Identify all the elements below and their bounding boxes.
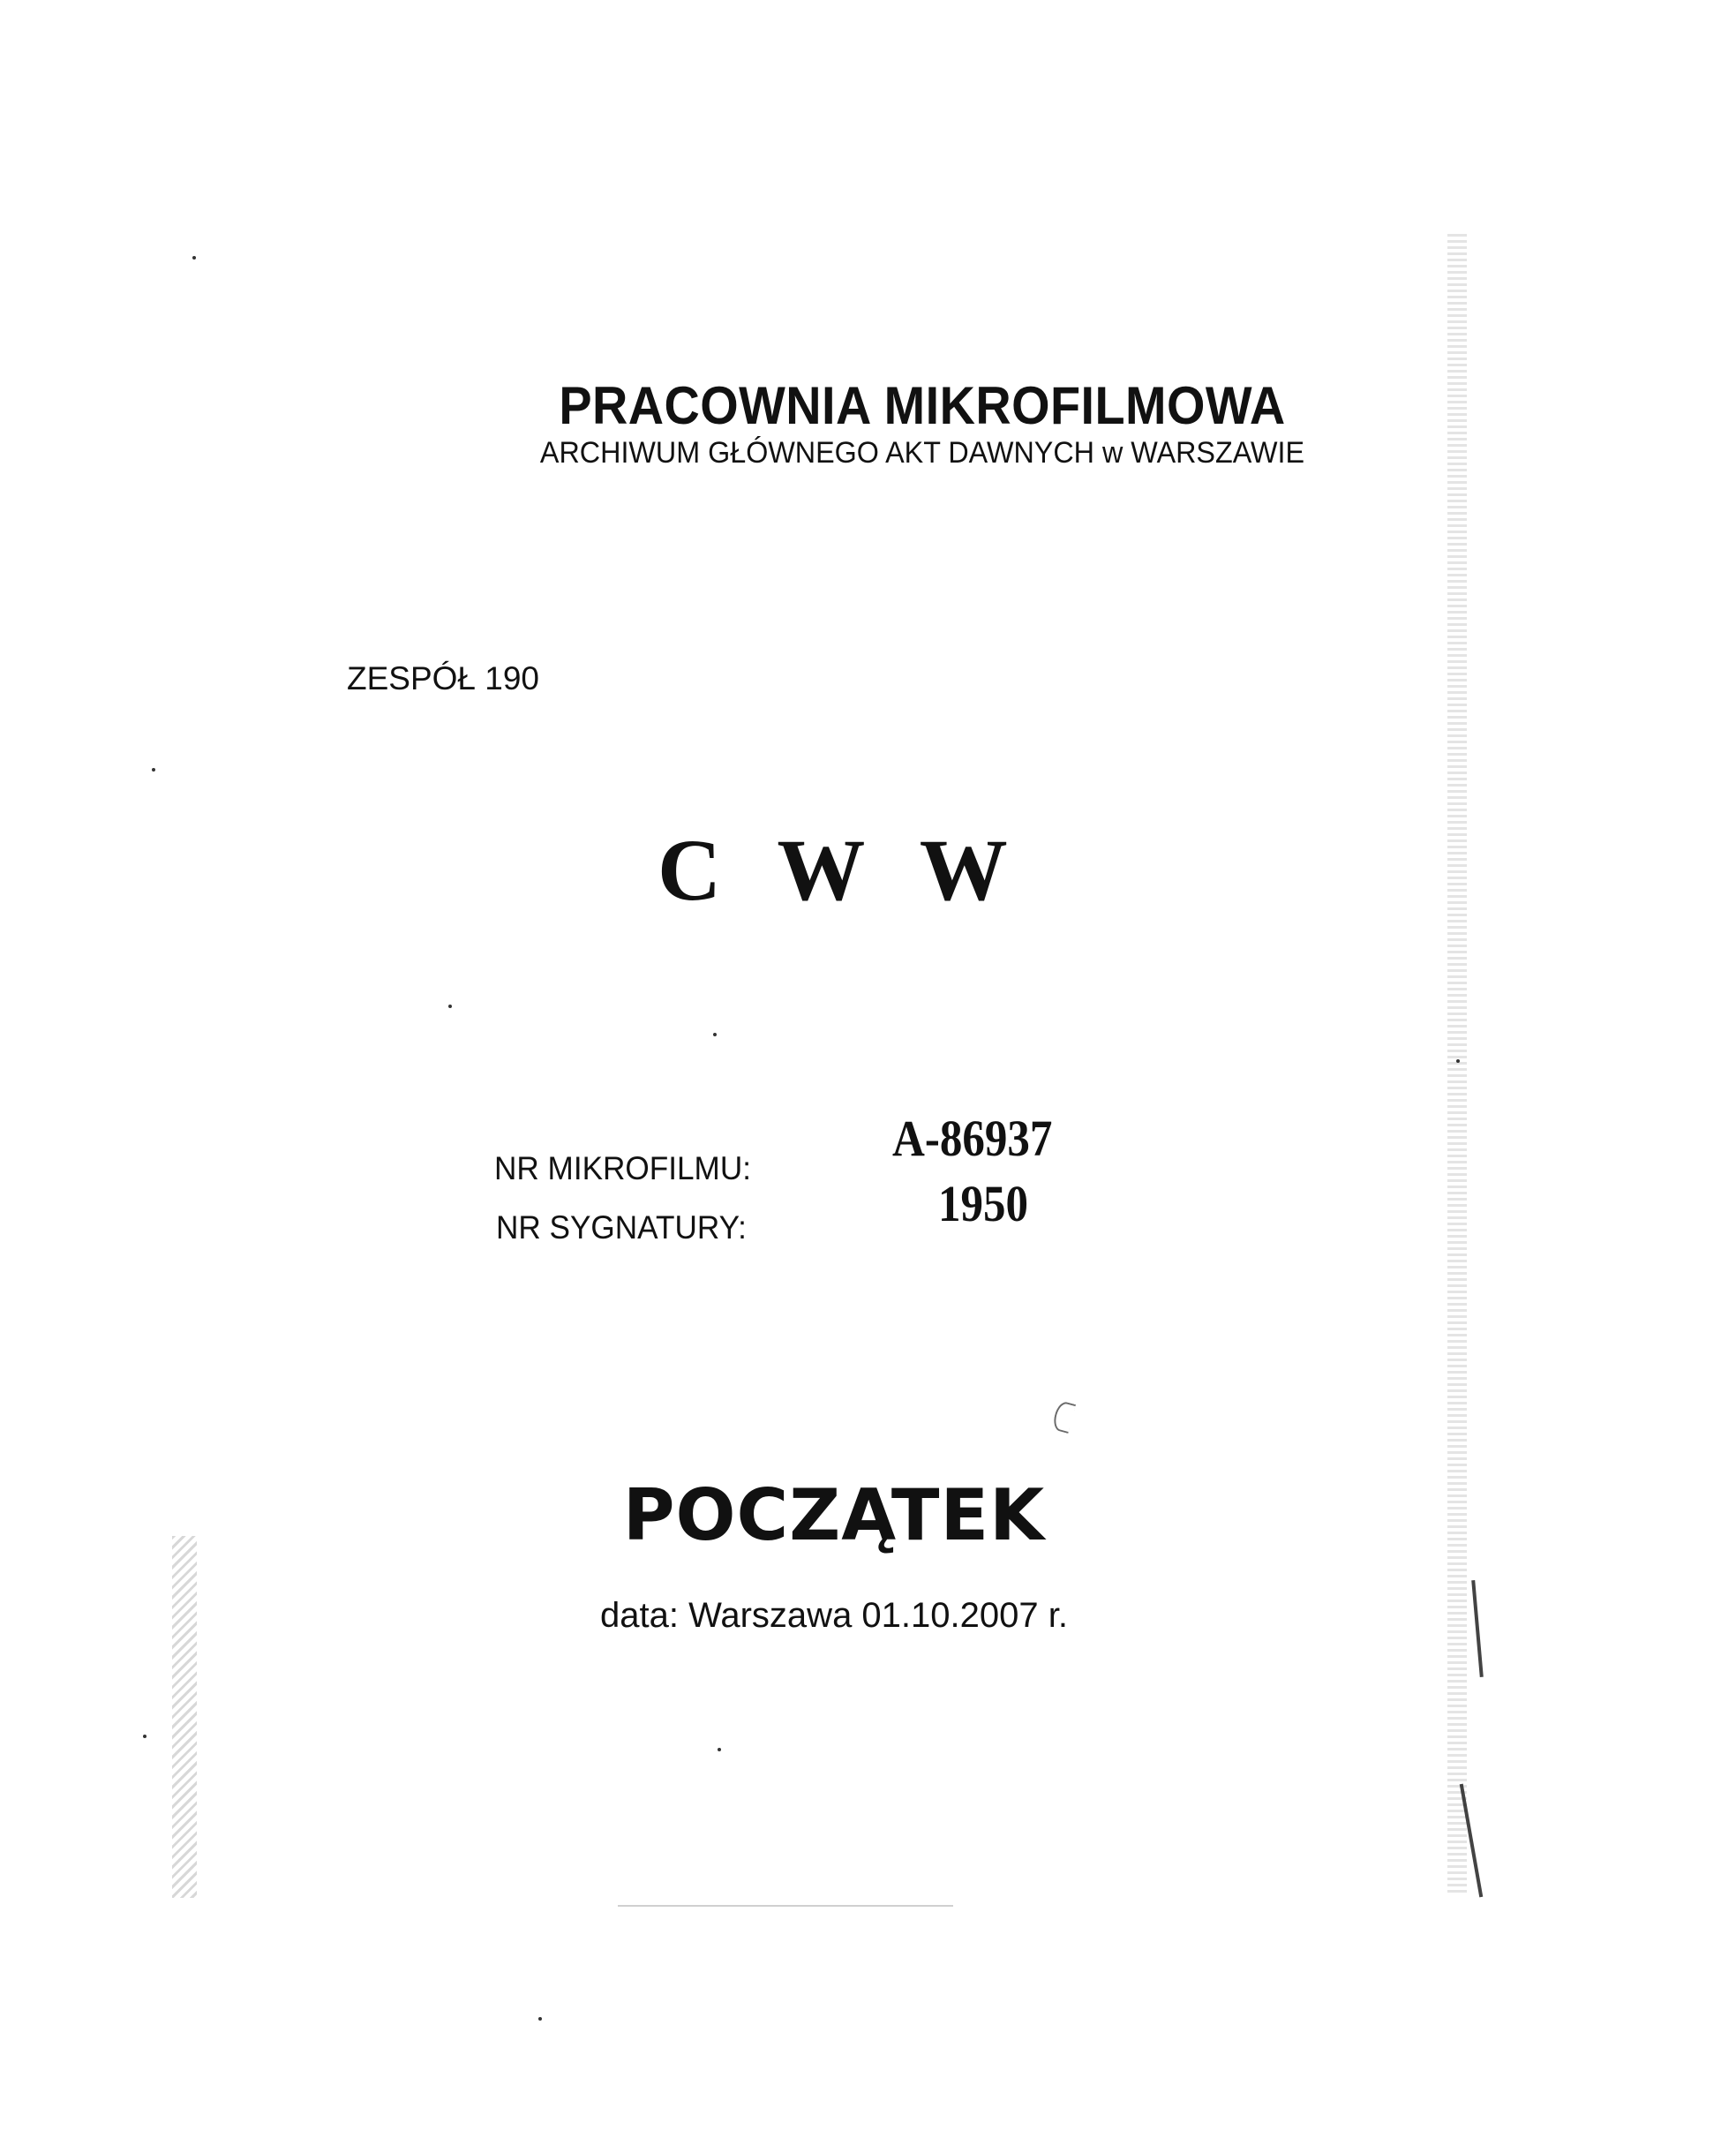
- speck: [192, 256, 196, 260]
- scan-bottom-line: [618, 1905, 953, 1907]
- scan-noise-right-edge: [1447, 234, 1467, 1893]
- speck: [448, 1005, 452, 1008]
- speck: [718, 1748, 721, 1751]
- signature-number-label: NR SYGNATURY:: [496, 1209, 747, 1246]
- speck: [152, 768, 155, 772]
- date-line: data: Warszawa 01.10.2007 r.: [600, 1596, 1068, 1635]
- fond-number: ZESPÓŁ 190: [347, 660, 540, 696]
- microfilm-number-label: NR MIKROFILMU:: [494, 1150, 751, 1186]
- scan-noise-left-edge: [172, 1536, 197, 1898]
- collection-code: C W W: [658, 821, 1026, 919]
- speck: [538, 2017, 542, 2021]
- speck: [143, 1735, 147, 1738]
- speck: [713, 1033, 717, 1036]
- pen-mark: [1051, 1400, 1076, 1434]
- institution-subtitle: ARCHIWUM GŁÓWNEGO AKT DAWNYCH w WARSZAWIE: [539, 436, 1305, 470]
- start-marker: POCZĄTEK: [622, 1474, 1046, 1556]
- microfilm-number-value: A-86937: [892, 1110, 1053, 1167]
- institution-title: PRACOWNIA MIKROFILMOWA: [559, 376, 1286, 435]
- speck: [1456, 1059, 1460, 1063]
- signature-number-value: 1950: [938, 1175, 1029, 1232]
